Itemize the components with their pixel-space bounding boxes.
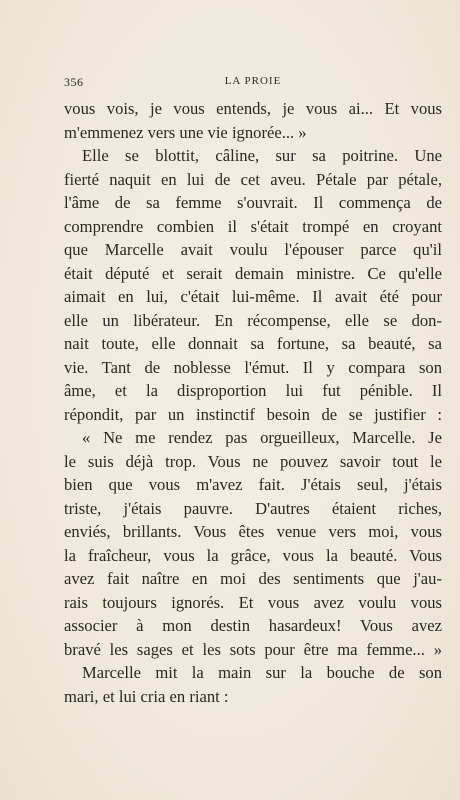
page-header [64, 75, 442, 91]
text-line: l'âme de sa femme s'ouvrait. Il commença de [64, 193, 442, 212]
text-line: m'emmenez vers une vie ignorée... » [64, 122, 307, 142]
text-line: elle un libérateur. En récompense, elle se don- [64, 310, 442, 330]
text-line: aimait en lui, c'était lui-même. Il avait été pour [64, 287, 442, 306]
text-line: Elle se blottit, câline, sur sa poitrine. Une [82, 146, 442, 165]
text-line: bravé les sages et les sots pour être ma femme... » [64, 639, 442, 659]
text-line: enviés, brillants. Vous êtes venue vers moi, vous [64, 522, 442, 541]
text-line: nait toute, elle donnait sa fortune, sa beauté, sa [64, 334, 442, 353]
text-line: bien que vous m'avez fait. J'étais seul, j'étais [64, 475, 442, 494]
text-line: était député et serait demain ministre. Ce qu'elle [64, 263, 442, 283]
text-line: mari, et lui cria en riant : [64, 686, 229, 706]
text-line: répondit, par un instinctif besoin de se justifier : [64, 404, 442, 424]
text-line: vie. Tant de noblesse l'émut. Il y compara son [64, 357, 442, 377]
text-line: vous vois, je vous entends, je vous ai... Et vous [64, 99, 442, 118]
text-line: âme, et la disproportion lui fut pénible. Il [64, 381, 442, 400]
page-number: 356 [64, 75, 84, 89]
body-text [64, 97, 442, 708]
running-head: LA PROIE [224, 75, 282, 87]
text-line: le suis déjà trop. Vous ne pouvez savoir tout le [64, 451, 442, 471]
text-line: avez fait naître en moi des sentiments que j'au- [64, 569, 442, 588]
text-line: que Marcelle avait voulu l'épouser parce qu'il [64, 240, 442, 259]
text-line: fierté naquit en lui de cet aveu. Pétale par pétale, [64, 169, 442, 189]
text-line: la fraîcheur, vous la grâce, vous la beauté. Vous [64, 545, 442, 565]
text-line: « Ne me rendez pas orgueilleux, Marcelle. Je [82, 428, 442, 447]
text-line: rais toujours ignorés. Et vous avez voulu vous [64, 592, 442, 612]
text-line: associer à mon destin hasardeux! Vous avez [64, 616, 442, 635]
text-line: triste, j'étais pauvre. D'autres étaient riches, [64, 498, 442, 518]
text-line: comprendre combien il s'était trompé en croyant [64, 216, 442, 236]
text-line: Marcelle mit la main sur la bouche de son [82, 663, 442, 682]
